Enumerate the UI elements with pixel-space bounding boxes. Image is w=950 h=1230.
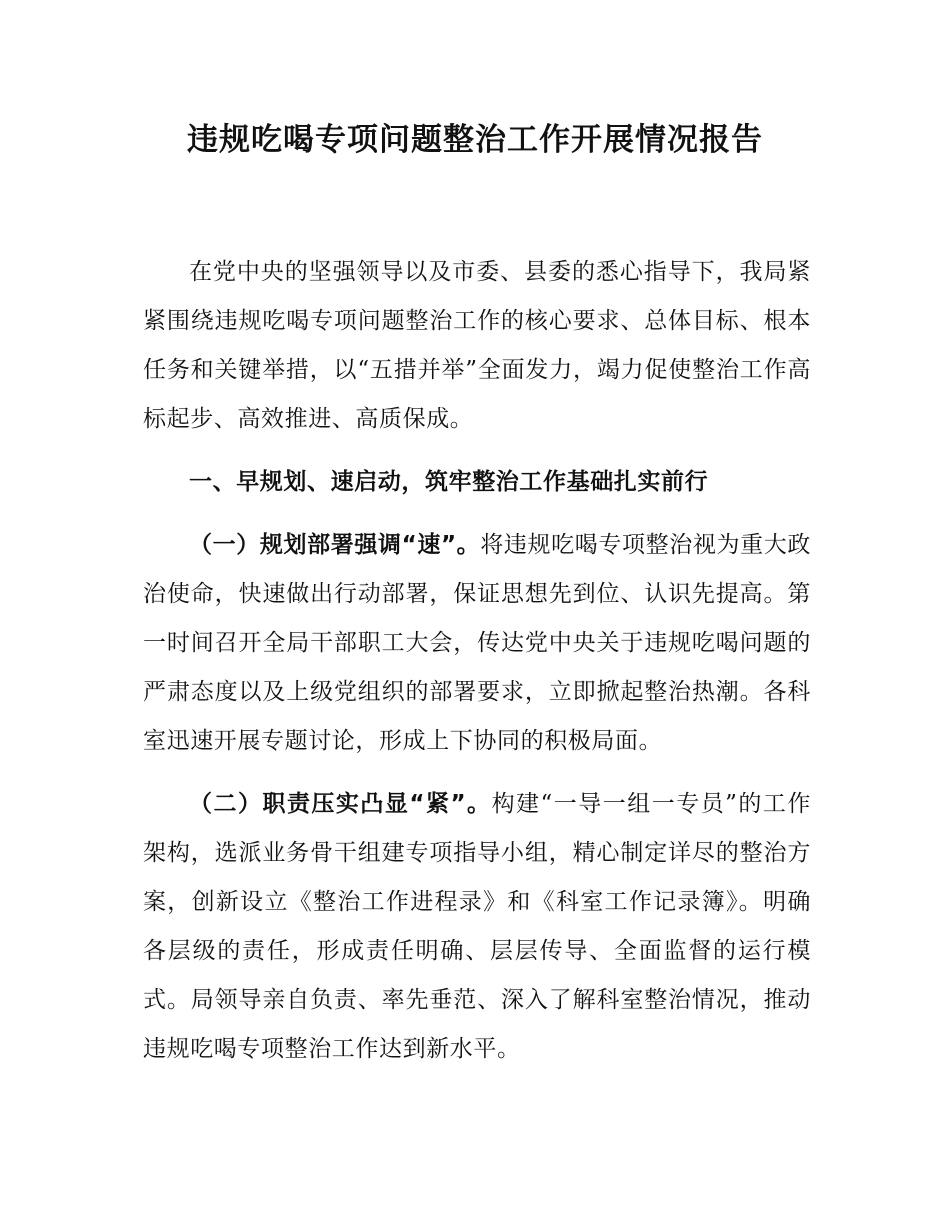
item-2-lead: （二）职责压实凸显“紧”。 [189, 791, 492, 817]
document-body [143, 248, 811, 1088]
intro-paragraph: 在党中央的坚强领导以及市委、县委的悉心指导下，我局紧紧围绕违规吃喝专项问题整治工作的核心要求、总体目标、根本任务和关键举措，以“五措并举”全面发力，竭力促使整治工作高标起步、高效推进、高质保成。 [143, 259, 811, 432]
document-title: 违规吃喝专项问题整治工作开展情况报告 [187, 122, 763, 158]
section-1-item-1 [143, 521, 811, 766]
item-2-text: 构建“一导一组一专员”的工作架构，选派业务骨干组建专项指导小组，精心制定详尽的整治方案，创新设立《整治工作进程录》和《科室工作记录簿》。明确各层级的责任，形成责任明确、层层传导、全面监督的运行模式。局领导亲自负责、率先垂范、深入了解科室整治情况，推动违规吃喝专项整治工作达到新水平。 [143, 791, 811, 1062]
item-1-lead: （一）规划部署强调“速”。 [189, 532, 481, 558]
item-1-text: 将违规吃喝专项整治视为重大政治使命，快速做出行动部署，保证思想先到位、认识先提高。第一时间召开全局干部职工大会，传达党中央关于违规吃喝问题的严肃态度以及上级党组织的部署要求，立即掀起整治热潮。各科室迅速开展专题讨论，形成上下协同的积极局面。 [143, 532, 811, 754]
section-1-item-2 [143, 780, 811, 1074]
section-1-heading: 一、早规划、速启动，筑牢整治工作基础扎实前行 [189, 469, 709, 495]
